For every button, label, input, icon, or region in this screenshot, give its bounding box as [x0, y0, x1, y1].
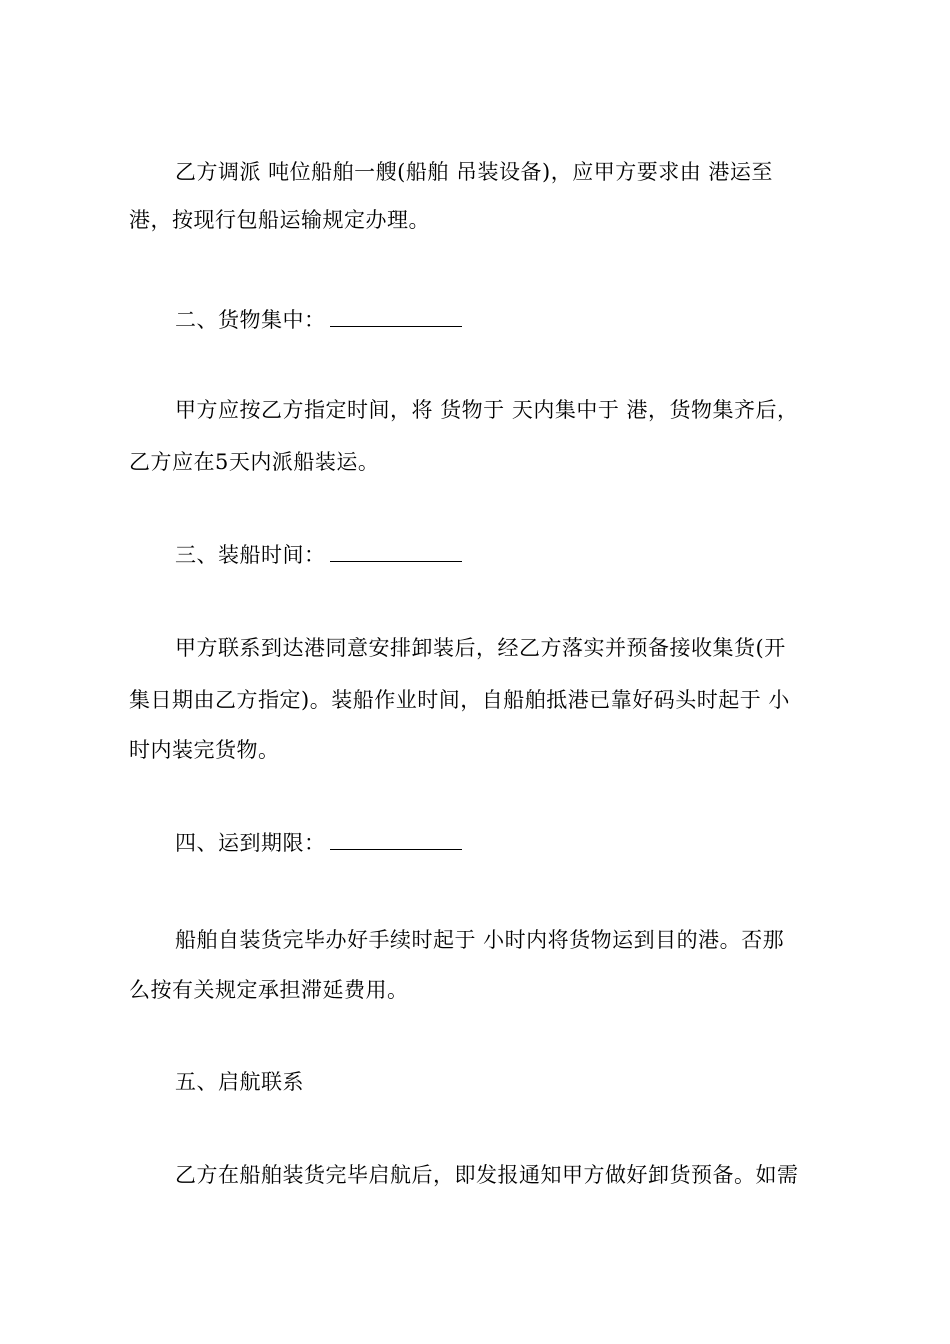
paragraph-3-line-3: 时内装完货物。 — [129, 738, 280, 762]
paragraph-1-line-1: 乙方调派 吨位船舶一艘(船舶 吊装设备)，应甲方要求由 港运至 — [175, 160, 773, 184]
heading-text: 二、货物集中： — [175, 308, 326, 332]
paragraph-4-line-1: 船舶自装货完毕办好手续时起于 小时内将货物运到目的港。否那 — [175, 928, 785, 952]
section-heading-departure-contact: 五、启航联系 — [175, 1070, 304, 1094]
section-heading-loading-time — [175, 543, 462, 567]
section-heading-delivery-period — [175, 831, 462, 855]
fill-blank-line — [330, 543, 462, 562]
paragraph-3-line-2: 集日期由乙方指定)。装船作业时间，自船舶抵港已靠好码头时起于 小 — [129, 688, 790, 712]
paragraph-4-line-2: 么按有关规定承担滞延费用。 — [129, 978, 409, 1002]
heading-text: 四、运到期限： — [175, 831, 326, 855]
fill-blank-line — [330, 308, 462, 327]
fill-blank-line — [330, 831, 462, 850]
paragraph-2-line-2: 乙方应在5天内派船装运。 — [129, 450, 380, 474]
paragraph-2-line-1: 甲方应按乙方指定时间，将 货物于 天内集中于 港，货物集齐后， — [175, 398, 799, 422]
paragraph-5-line-1: 乙方在船舶装货完毕启航后，即发报通知甲方做好卸货预备。如需 — [175, 1163, 799, 1187]
section-heading-goods-collection — [175, 308, 462, 332]
heading-text: 三、装船时间： — [175, 543, 326, 567]
paragraph-3-line-1: 甲方联系到达港同意安排卸装后，经乙方落实并预备接收集货(开 — [175, 636, 786, 660]
paragraph-1-line-2: 港，按现行包船运输规定办理。 — [129, 208, 430, 232]
